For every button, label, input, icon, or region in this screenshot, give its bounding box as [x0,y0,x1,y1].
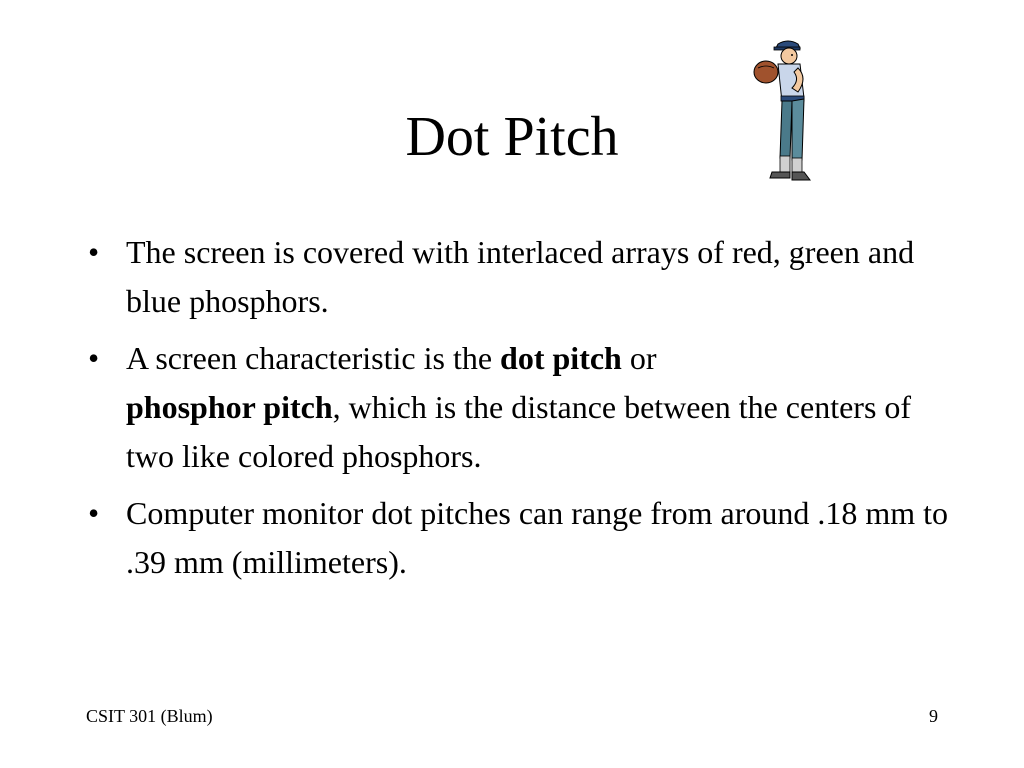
slide-title: Dot Pitch [405,106,619,168]
bullet-text: The screen is covered with interlaced arrays of red, green and blue phosphors. [126,234,915,319]
bullet-list [82,228,962,595]
bullet-text-before: A screen characteristic is the [126,340,501,376]
bullet-text-middle: or [621,340,657,376]
bullet-marker: • [88,234,100,270]
bullet-item [82,228,962,326]
baseball-pitcher-clipart [748,38,814,192]
slide-number: 9 [929,706,938,726]
bullet-item [82,334,962,481]
bullet-item [82,489,962,587]
term-phosphor-pitch: phosphor pitch [126,389,333,425]
bullet-text: Computer monitor dot pitches can range from around .18 mm to .39 mm (millimeters). [126,495,949,580]
footer-course-label: CSIT 301 (Blum) [86,706,213,726]
bullet-marker: • [88,340,100,376]
bullet-marker: • [88,495,100,531]
bullet-text-after: , which is the distance between the centers of two like colored phosphors. [126,389,912,474]
term-dot-pitch: dot pitch [500,340,622,376]
